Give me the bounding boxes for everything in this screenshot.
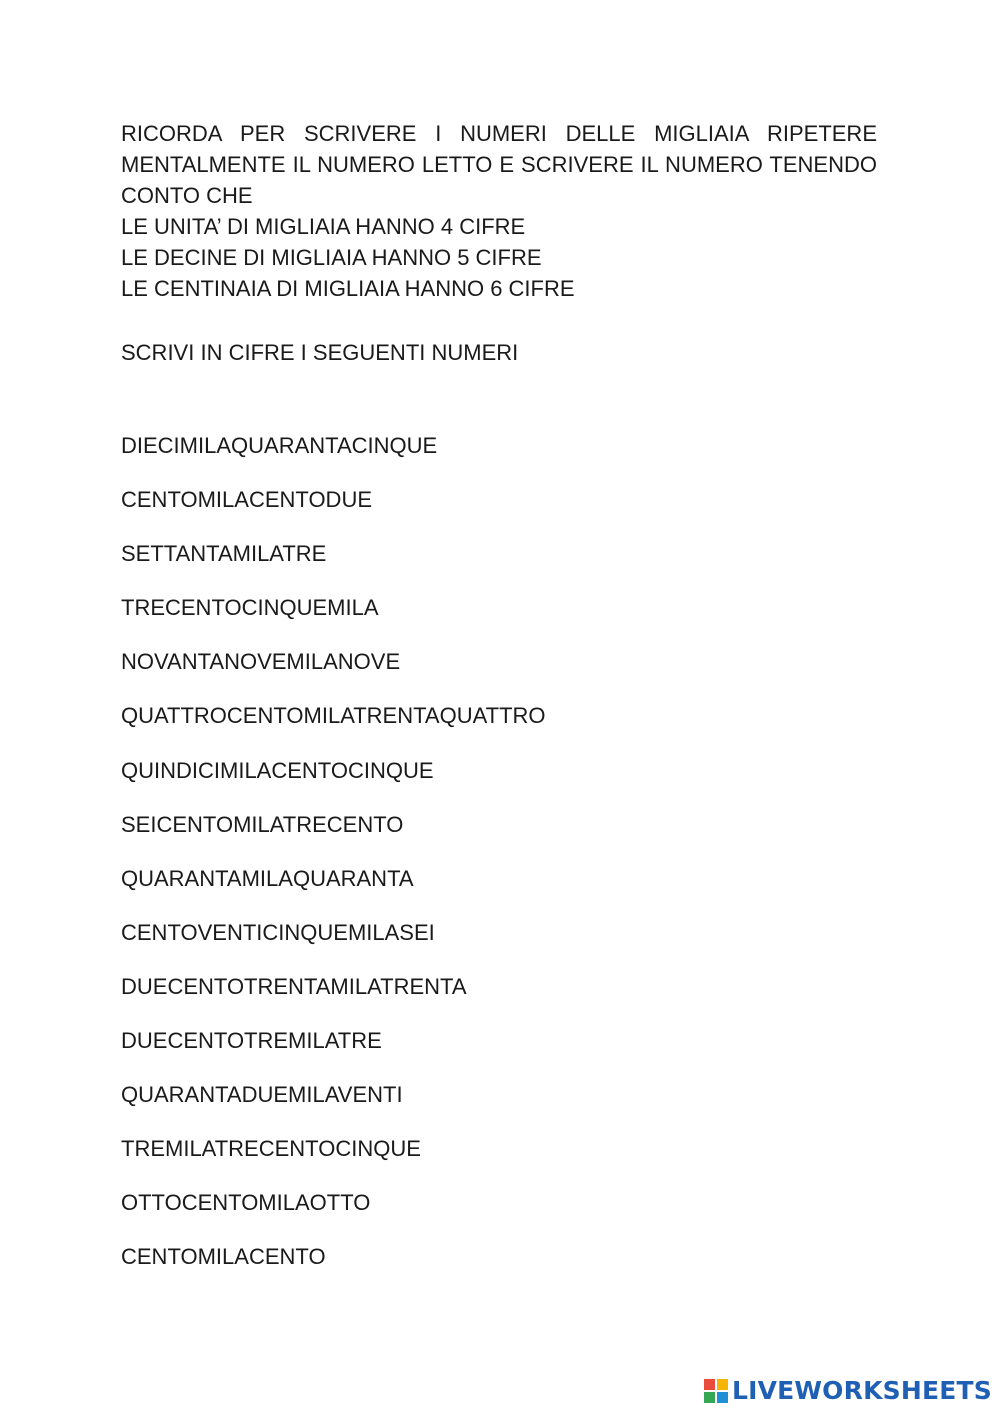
list-item: DUECENTOTRENTAMILATRENTA (121, 973, 467, 999)
logo-square-icon (717, 1379, 728, 1390)
list-item: QUARANTAMILAQUARANTA (121, 865, 414, 891)
list-item: DUECENTOTREMILATRE (121, 1028, 382, 1054)
liveworksheets-footer (704, 1376, 992, 1405)
liveworksheets-logo-icon (704, 1379, 728, 1403)
exercise-instruction: SCRIVI IN CIFRE I SEGUENTI NUMERI (121, 340, 519, 365)
list-item: QUATTROCENTOMILATRENTAQUATTRO (121, 703, 546, 729)
rule-hundreds-of-thousands: LE CENTINAIA DI MIGLIAIA HANNO 6 CIFRE (121, 276, 575, 301)
list-item: TRECENTOCINQUEMILA (121, 595, 379, 621)
list-item: CENTOVENTICINQUEMILASEI (121, 919, 435, 945)
number-word-list (121, 430, 546, 1296)
intro-paragraph: RICORDA PER SCRIVERE I NUMERI DELLE MIGLIAIA RIPETERE MENTALMENTE IL NUMERO LETTO E SCRIVERE IL NUMERO TENENDO CONTO CHE (121, 121, 877, 208)
logo-square-icon (717, 1392, 728, 1403)
logo-square-icon (704, 1379, 715, 1390)
list-item: CENTOMILACENTO (121, 1244, 326, 1270)
list-item: QUINDICIMILACENTOCINQUE (121, 757, 434, 783)
list-item: OTTOCENTOMILAOTTO (121, 1190, 371, 1216)
rule-tens-of-thousands: LE DECINE DI MIGLIAIA HANNO 5 CIFRE (121, 245, 542, 270)
list-item: DIECIMILAQUARANTACINQUE (121, 433, 438, 458)
list-item: SEICENTOMILATRECENTO (121, 811, 404, 837)
brand-name: LIVEWORKSHEETS (731, 1376, 992, 1405)
list-item: TREMILATRECENTOCINQUE (121, 1136, 421, 1162)
logo-square-icon (704, 1392, 715, 1403)
rule-units-of-thousands: LE UNITA’ DI MIGLIAIA HANNO 4 CIFRE (121, 214, 526, 239)
list-item: SETTANTAMILATRE (121, 541, 327, 567)
list-item: CENTOMILACENTODUE (121, 487, 373, 513)
list-item: NOVANTANOVEMILANOVE (121, 649, 401, 675)
list-item: QUARANTADUEMILAVENTI (121, 1082, 403, 1108)
intro-block (121, 118, 877, 304)
